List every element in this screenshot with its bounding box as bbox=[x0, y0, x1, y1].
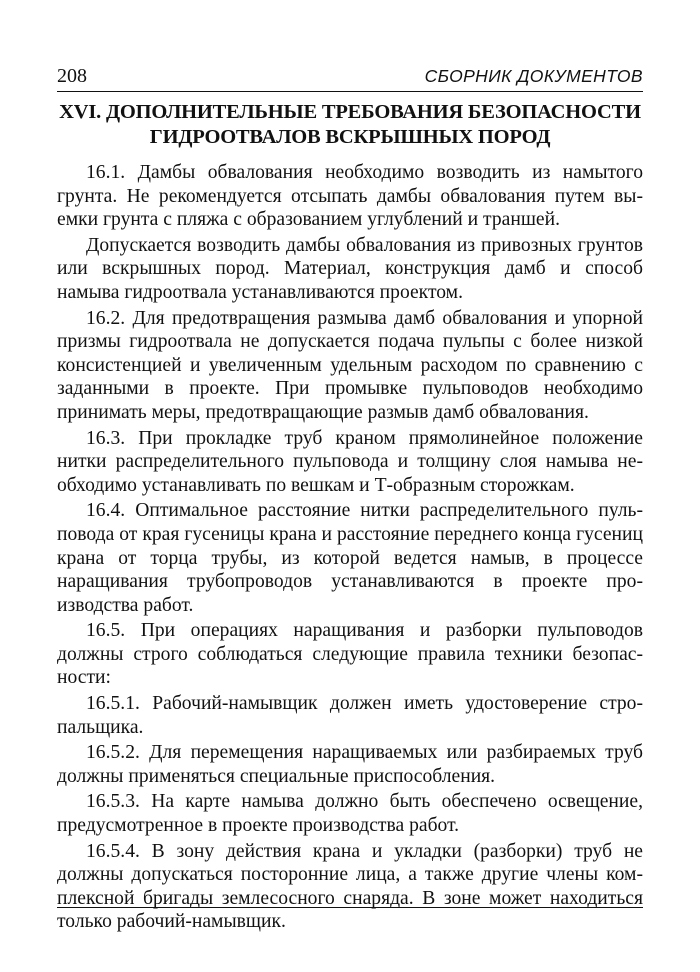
paragraph-16-5-2: 16.5.2. Для перемещения наращиваемых или разбираемых труб должны применяться специальные приспособления. bbox=[57, 742, 643, 787]
bottom-rule bbox=[57, 907, 643, 908]
section-title-line-2: ГИДРООТВАЛОВ ВСКРЫШНЫХ ПОРОД bbox=[149, 126, 551, 148]
paragraph-16-1: 16.1. Дамбы обвалования необходимо возводить из намытого грунта. Не рекомендуется отсыпать дамбы обвалования путем выемки грунта с пляжа с образованием углублений и траншей. bbox=[57, 162, 643, 231]
paragraph-16-4: 16.4. Оптимальное расстояние нитки распределительного пульповода от края гусеницы крана и расстояние переднего конца гусениц крана от торца трубы, из которой ведется намыв, в процессе наращивания трубопроводов устанавливаются в проекте производства работ. bbox=[57, 500, 643, 616]
paragraph-16-5-1: 16.5.1. Рабочий-намывщик должен иметь удостоверение стропальщика. bbox=[57, 693, 643, 738]
paragraph-16-5-3: 16.5.3. На карте намыва должно быть обеспечено освещение, предусмотренное в проекте производства работ. bbox=[57, 791, 643, 837]
section-title-line-1: XVI. ДОПОЛНИТЕЛЬНЫЕ ТРЕБОВАНИЯ БЕЗОПАСНОСТИ bbox=[59, 101, 641, 123]
page-number: 208 bbox=[57, 65, 87, 87]
paragraph-16-5-4: 16.5.4. В зону действия крана и укладки (разборки) труб не должны допускаться посторонние лица, а также другие члены комплексной бригады землесосного снаряда. В зоне может находиться только рабочий-намывщик. bbox=[57, 840, 643, 933]
paragraph-16-2: 16.2. Для предотвращения размыва дамб обвалования и упорной призмы гидроотвала не допускается подача пульпы с более низкой консистенцией и увеличенным удельным расходом по сравнению с заданными в проекте. При промывке пульповодов необходимо принимать меры, предотвращающие размыв дамб обвалования. bbox=[57, 307, 643, 423]
body-text bbox=[57, 161, 643, 934]
paragraph-16-3: 16.3. При прокладке труб краном прямолинейное положение нитки распределительного пульповода и толщину слоя намыва необходимо устанавливать по вешкам и Т-образным сторожкам. bbox=[57, 427, 643, 496]
document-page bbox=[57, 64, 643, 936]
paragraph-16-5: 16.5. При операциях наращивания и разборки пульповодов должны строго соблюдаться следующие правила техники безопасности: bbox=[57, 620, 643, 689]
running-header bbox=[57, 64, 643, 92]
paragraph-16-1-cont: Допускается возводить дамбы обвалования из привозных грунтов или вскрышных пород. Материал, конструкция дамб и способ намыва гидроотвала устанавливаются проектом. bbox=[57, 234, 643, 303]
collection-title: СБОРНИК ДОКУМЕНТОВ bbox=[424, 66, 643, 86]
section-title bbox=[57, 100, 643, 150]
